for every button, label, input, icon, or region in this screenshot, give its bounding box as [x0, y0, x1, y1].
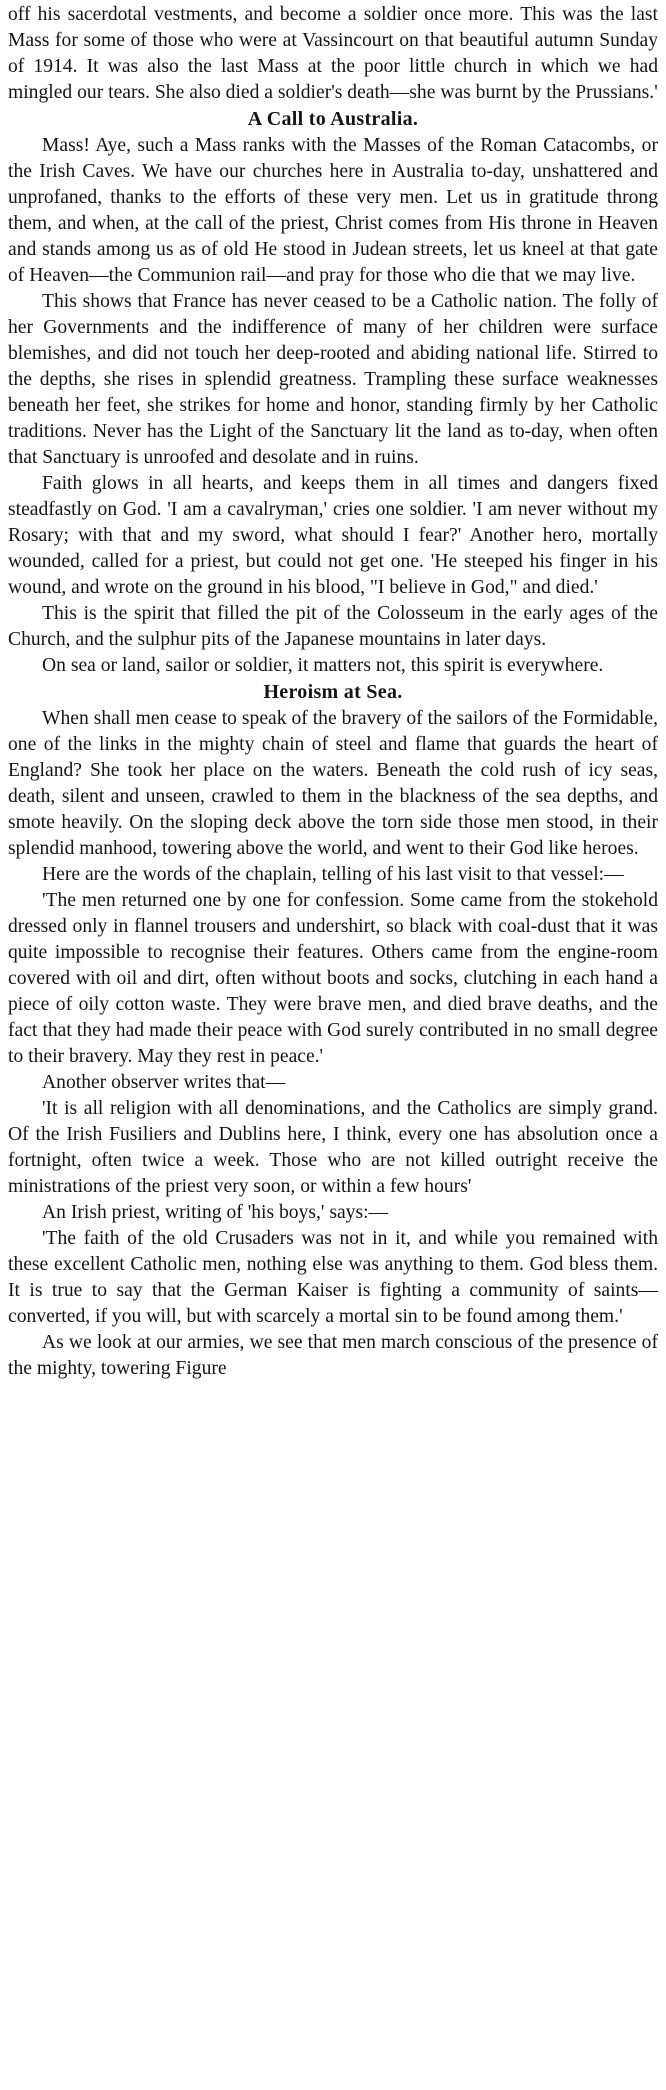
paragraph-irish-priest-intro: An Irish priest, writing of 'his boys,' says:—	[42, 1202, 389, 1223]
heading-call-to-australia: A Call to Australia.	[247, 108, 419, 130]
paragraph-chaplain-intro: Here are the words of the chaplain, telling of his last visit to that vessel:—	[42, 864, 624, 885]
paragraph-observer-quote: 'It is all religion with all denominations, and the Catholics are simply grand. Of the Irish Fusiliers and Dublins here, I think, every one has absolution once a fortnight, often twice a week. Those who are not killed outright receive the ministrations of the priest very soon, or within a few hours'	[8, 1098, 658, 1197]
paragraph-faith-glows: Faith glows in all hearts, and keeps them in all times and dangers fixed steadfastly on God. 'I am a cavalryman,' cries one soldier. 'I am never without my Rosary; with that and my sword, what should I fear?' Another hero, mortally wounded, called for a priest, but could not get one. 'He steeped his finger in his wound, and wrote on the ground in his blood, "I believe in God," and died.'	[8, 473, 658, 598]
heading-heroism-at-sea: Heroism at Sea.	[263, 681, 403, 703]
paragraph-armies: As we look at our armies, we see that men march conscious of the presence of the mighty, towering Figure	[8, 1332, 658, 1379]
paragraph-france-catholic: This shows that France has never ceased to be a Catholic nation. The folly of her Governments and the indifference of many of her children were surface blemishes, and did not touch her deep-rooted and abiding national life. Stirred to the depths, she rises in splendid greatness. Trampling these surface weaknesses beneath her feet, she strikes for home and honor, standing firmly by her Catholic traditions. Never has the Light of the Sanctuary lit the land as to-day, when often that Sanctuary is unroofed and desolate and in ruins.	[8, 291, 658, 468]
paragraph-colosseum: This is the spirit that filled the pit of the Colosseum in the early ages of the Church, and the sulphur pits of the Japanese mountains in later days.	[8, 603, 658, 650]
paragraph-chaplain-quote: 'The men returned one by one for confession. Some came from the stokehold dressed only in flannel trousers and undershirt, so black with coal-dust that it was quite impossible to recognise their features. Others came from the engine-room covered with oil and dirt, often without boots and socks, clutching in each hand a piece of oily cotton waste. They were brave men, and died brave deaths, and the fact that they had made their peace with God surely contributed in no small degree to their bravery. May they rest in peace.'	[8, 890, 658, 1067]
paragraph-vassincourt-mass: off his sacerdotal vestments, and become a soldier once more. This was the last Mass for some of those who were at Vassincourt on that beautiful autumn Sunday of 1914. It was also the last Mass at the poor little church in which we had mingled our tears. She also died a soldier's death—she was burnt by the Prussians.'	[8, 4, 658, 103]
paragraph-observer-intro: Another observer writes that—	[42, 1072, 286, 1093]
paragraph-irish-priest-quote: 'The faith of the old Crusaders was not in it, and while you remained with these excellent Catholic men, nothing else was anything to them. God bless them. It is true to say that the German Kaiser is fighting a community of saints—converted, if you will, but with scarcely a mortal sin to be found among them.'	[8, 1228, 658, 1327]
paragraph-formidable: When shall men cease to speak of the bravery of the sailors of the Formidable, one of the links in the mighty chain of steel and flame that guards the heart of England? She took her place on the waters. Beneath the cold rush of icy seas, death, silent and unseen, crawled to them in the blackness of the sea depths, and smote heavily. On the sloping deck above the torn side those men stood, in their splendid manhood, towering above the world, and went to their God like heroes.	[8, 708, 658, 859]
paragraph-mass-ranks: Mass! Aye, such a Mass ranks with the Masses of the Roman Catacombs, or the Irish Caves. We have our churches here in Australia to-day, unshattered and unprofaned, thanks to the efforts of these very men. Let us in gratitude throng them, and when, at the call of the priest, Christ comes from His throne in Heaven and stands among us as of old He stood in Judean streets, let us kneel at that gate of Heaven—the Communion rail—and pray for those who die that we may live.	[8, 135, 658, 286]
paragraph-sea-or-land: On sea or land, sailor or soldier, it matters not, this spirit is everywhere.	[42, 655, 604, 676]
